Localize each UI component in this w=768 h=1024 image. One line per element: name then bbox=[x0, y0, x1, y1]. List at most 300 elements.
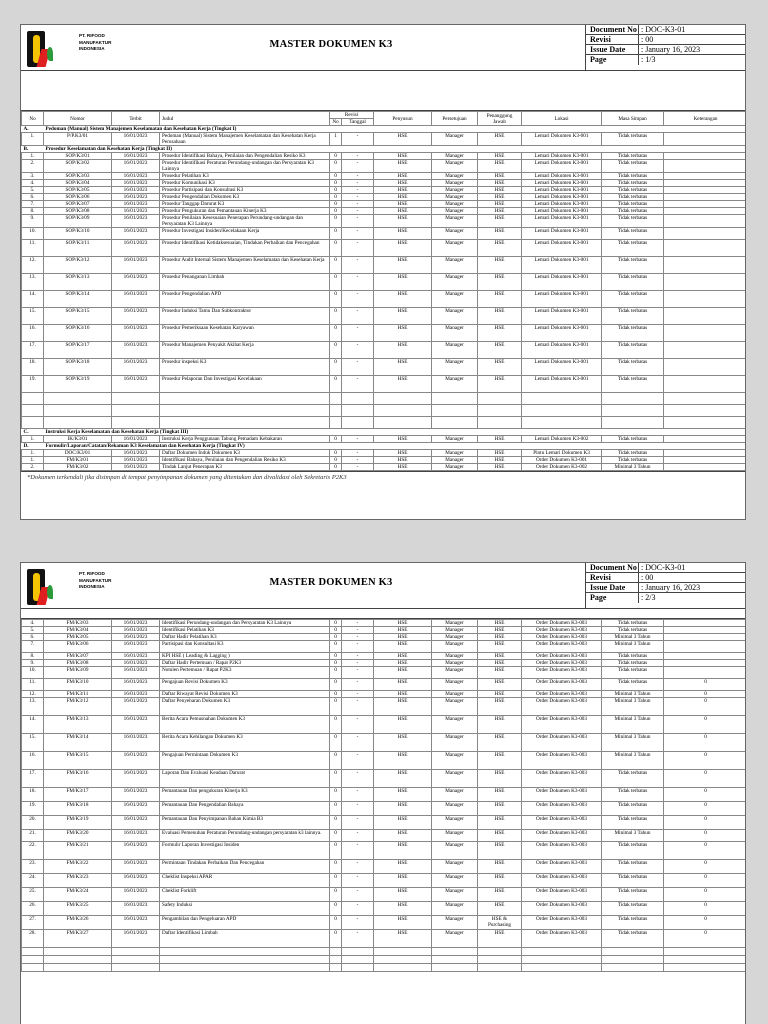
cell-persetujuan: Manager bbox=[432, 916, 478, 930]
cell-terbit: 16/01/2023 bbox=[112, 359, 160, 376]
cell-penyusun: HSE bbox=[374, 653, 432, 660]
table-row bbox=[22, 376, 747, 393]
cell-terbit: 16/01/2023 bbox=[112, 257, 160, 274]
cell-nomor: FM/K3/19 bbox=[44, 816, 112, 830]
cell-penyusun: HSE bbox=[374, 201, 432, 208]
cell-rev-tanggal: - bbox=[342, 620, 374, 627]
cell-rev-tanggal: - bbox=[342, 679, 374, 691]
table-row bbox=[22, 201, 747, 208]
cell-rev-no: 0 bbox=[330, 201, 342, 208]
cell-judul: Pemantauan Dan Pengendalian Bahaya bbox=[160, 802, 330, 816]
cell-keterangan bbox=[664, 291, 746, 308]
cell-keterangan: 0 bbox=[664, 888, 747, 902]
document-title: MASTER DOKUMEN K3 bbox=[269, 39, 393, 50]
col-revisi-tanggal: Tanggal bbox=[342, 119, 374, 126]
cell-keterangan bbox=[664, 457, 746, 464]
cell-judul: Laporan Dan Evaluasi Keadaan Darurat bbox=[160, 770, 330, 788]
meta-rev-label: Revisi bbox=[586, 35, 639, 44]
cell-rev-no: 0 bbox=[330, 752, 342, 770]
meta-date-label: Issue Date bbox=[586, 45, 639, 54]
cell-no: 13. bbox=[22, 274, 44, 291]
table-row bbox=[22, 274, 747, 291]
cell-nomor: DOC/K3/01 bbox=[44, 450, 112, 457]
cell-judul: Prosedur Manajemen Penyakit Akibat Kerja bbox=[160, 342, 330, 359]
cell-masa-simpan: Tidak terbatas bbox=[602, 257, 664, 274]
section-code: B. bbox=[22, 146, 44, 153]
cell-keterangan bbox=[664, 620, 747, 627]
cell-nomor: SOP/K3/09 bbox=[44, 215, 112, 228]
cell-no: 17. bbox=[22, 342, 44, 359]
cell-keterangan: 0 bbox=[664, 770, 747, 788]
cell-rev-tanggal: - bbox=[342, 860, 374, 874]
cell-rev-tanggal: - bbox=[342, 667, 374, 679]
cell-keterangan bbox=[664, 133, 746, 146]
cell-judul: Daftar Riwayat Revisi Dokumen K3 bbox=[160, 691, 330, 698]
cell-lokasi: Order Dokumen K3-003 bbox=[522, 691, 602, 698]
cell-nomor: FM/K3/26 bbox=[44, 916, 112, 930]
cell-persetujuan: Manager bbox=[432, 228, 478, 240]
cell-judul: Identifikasi Perundang-undangan dan Persyaratan K3 Lainnya bbox=[160, 620, 330, 627]
col-nomor: Nomor bbox=[44, 112, 112, 126]
cell-rev-no: 0 bbox=[330, 679, 342, 691]
cell-terbit: 16/01/2023 bbox=[112, 274, 160, 291]
cell-penanggung-jawab: HSE bbox=[478, 359, 522, 376]
cell-lokasi: Order Dokumen K3-003 bbox=[522, 627, 602, 634]
cell-lokasi: Lemari Dokumen K3-001 bbox=[522, 359, 602, 376]
cell-lokasi: Order Dokumen K3-003 bbox=[522, 634, 602, 641]
cell-judul: Berita Acara Kehilangan Dokumen K3 bbox=[160, 734, 330, 752]
cell-persetujuan: Manager bbox=[432, 342, 478, 359]
cell-keterangan bbox=[664, 450, 746, 457]
cell-terbit: 16/01/2023 bbox=[112, 653, 160, 660]
table-row bbox=[22, 620, 747, 627]
cell-masa-simpan: Tidak terbatas bbox=[602, 215, 664, 228]
cell-persetujuan: Manager bbox=[432, 627, 478, 634]
section-code: A. bbox=[22, 126, 44, 133]
cell-terbit: 16/01/2023 bbox=[112, 620, 160, 627]
cell-rev-tanggal: - bbox=[342, 308, 374, 325]
cell-terbit: 16/01/2023 bbox=[112, 291, 160, 308]
cell-no: 11. bbox=[22, 240, 44, 257]
cell-lokasi: Lemari Dokumen K3-001 bbox=[522, 187, 602, 194]
cell-rev-no: 0 bbox=[330, 888, 342, 902]
cell-no: 8. bbox=[22, 653, 44, 660]
cell-penanggung-jawab: HSE bbox=[478, 816, 522, 830]
cell-judul: Daftar Hadir Pertemuan / Rapat P2K3 bbox=[160, 660, 330, 667]
cell-terbit: 16/01/2023 bbox=[112, 450, 160, 457]
cell-no: 14. bbox=[22, 716, 44, 734]
cell-persetujuan: Manager bbox=[432, 153, 478, 160]
cell-no: 24. bbox=[22, 874, 44, 888]
cell-rev-tanggal: - bbox=[342, 734, 374, 752]
cell-penyusun: HSE bbox=[374, 342, 432, 359]
cell-penyusun: HSE bbox=[374, 816, 432, 830]
cell-rev-tanggal: - bbox=[342, 457, 374, 464]
cell-keterangan: 0 bbox=[664, 860, 747, 874]
cell-keterangan bbox=[664, 153, 746, 160]
cell-penanggung-jawab: HSE bbox=[478, 257, 522, 274]
cell-penyusun: HSE bbox=[374, 770, 432, 788]
cell-penanggung-jawab: HSE bbox=[478, 201, 522, 208]
cell-penanggung-jawab: HSE bbox=[478, 770, 522, 788]
cell-persetujuan: Manager bbox=[432, 291, 478, 308]
cell-lokasi: Lemari Dokumen K3-001 bbox=[522, 201, 602, 208]
cell-rev-tanggal: - bbox=[342, 888, 374, 902]
cell-judul: Pengambilan dan Pengeluaran APD bbox=[160, 916, 330, 930]
cell-masa-simpan: Minimal 3 Tahun bbox=[602, 691, 664, 698]
cell-masa-simpan: Minimal 3 Tahun bbox=[602, 698, 664, 716]
cell-terbit: 16/01/2023 bbox=[112, 194, 160, 201]
cell-judul: Prosedur Penanganan Limbah bbox=[160, 274, 330, 291]
cell-masa-simpan: Tidak terbatas bbox=[602, 667, 664, 679]
cell-terbit: 16/01/2023 bbox=[112, 788, 160, 802]
cell-terbit: 16/01/2023 bbox=[112, 842, 160, 860]
cell-rev-no: 0 bbox=[330, 436, 342, 443]
cell-no: 1. bbox=[22, 133, 44, 146]
col-lokasi: Lokasi bbox=[522, 112, 602, 126]
cell-masa-simpan: Minimal 3 Tahun bbox=[602, 634, 664, 641]
cell-masa-simpan: Tidak terbatas bbox=[602, 201, 664, 208]
cell-penanggung-jawab: HSE & Purchasing bbox=[478, 916, 522, 930]
col-revisi: Revisi bbox=[330, 112, 374, 119]
table-row bbox=[22, 325, 747, 342]
cell-terbit: 16/01/2023 bbox=[112, 752, 160, 770]
cell-rev-tanggal: - bbox=[342, 641, 374, 653]
table-row bbox=[22, 902, 747, 916]
cell-masa-simpan: Tidak terbatas bbox=[602, 457, 664, 464]
cell-penyusun: HSE bbox=[374, 620, 432, 627]
document-page-1 bbox=[20, 24, 746, 520]
cell-nomor: P/P.K3/01 bbox=[44, 133, 112, 146]
cell-penyusun: HSE bbox=[374, 627, 432, 634]
cell-penyusun: HSE bbox=[374, 860, 432, 874]
cell-no: 1. bbox=[22, 457, 44, 464]
cell-penyusun: HSE bbox=[374, 888, 432, 902]
table-row bbox=[22, 187, 747, 194]
cell-rev-tanggal: - bbox=[342, 698, 374, 716]
cell-no: 5. bbox=[22, 187, 44, 194]
cell-rev-tanggal: - bbox=[342, 376, 374, 393]
document-meta bbox=[585, 25, 745, 70]
cell-no: 14. bbox=[22, 291, 44, 308]
cell-rev-no: 0 bbox=[330, 788, 342, 802]
cell-rev-no: 0 bbox=[330, 842, 342, 860]
cell-persetujuan: Manager bbox=[432, 240, 478, 257]
cell-lokasi: Lemari Dokumen K3-001 bbox=[522, 194, 602, 201]
cell-rev-no: 0 bbox=[330, 860, 342, 874]
cell-rev-tanggal: - bbox=[342, 627, 374, 634]
cell-no: 10. bbox=[22, 228, 44, 240]
cell-persetujuan: Manager bbox=[432, 620, 478, 627]
cell-masa-simpan: Tidak terbatas bbox=[602, 916, 664, 930]
cell-no: 28. bbox=[22, 930, 44, 948]
cell-rev-no: 0 bbox=[330, 667, 342, 679]
cell-rev-tanggal: - bbox=[342, 257, 374, 274]
cell-judul: Instruksi Kerja Penggunaan Tabung Pemadam Kebakaran bbox=[160, 436, 330, 443]
cell-penyusun: HSE bbox=[374, 240, 432, 257]
cell-rev-no: 0 bbox=[330, 457, 342, 464]
cell-penanggung-jawab: HSE bbox=[478, 160, 522, 173]
cell-masa-simpan: Tidak terbatas bbox=[602, 274, 664, 291]
col-terbit: Terbit bbox=[112, 112, 160, 126]
cell-rev-tanggal: - bbox=[342, 716, 374, 734]
cell-no: 17. bbox=[22, 770, 44, 788]
cell-lokasi: Lemari Dokumen K3-001 bbox=[522, 153, 602, 160]
cell-rev-no: 0 bbox=[330, 874, 342, 888]
cell-masa-simpan: Tidak terbatas bbox=[602, 874, 664, 888]
cell-penyusun: HSE bbox=[374, 667, 432, 679]
company-logo bbox=[27, 31, 71, 67]
cell-terbit: 16/01/2023 bbox=[112, 133, 160, 146]
cell-masa-simpan: Minimal 3 Tahun bbox=[602, 752, 664, 770]
empty-row bbox=[22, 948, 747, 956]
cell-terbit: 16/01/2023 bbox=[112, 173, 160, 180]
cell-rev-no: 0 bbox=[330, 653, 342, 660]
cell-penanggung-jawab: HSE bbox=[478, 376, 522, 393]
cell-rev-no: 0 bbox=[330, 802, 342, 816]
cell-lokasi: Order Dokumen K3-003 bbox=[522, 641, 602, 653]
footnote: *Dokumen terkendali jika disimpan di tempat penyimpanan dokumen yang ditentukan dan divalidasi oleh Sekretaris P2K3 bbox=[21, 471, 745, 483]
cell-lokasi: Order Dokumen K3-003 bbox=[522, 770, 602, 788]
cell-penyusun: HSE bbox=[374, 752, 432, 770]
cell-no: 2. bbox=[22, 464, 44, 471]
cell-nomor: FM/K3/21 bbox=[44, 842, 112, 860]
col-masa-simpan: Masa Simpan bbox=[602, 112, 664, 126]
cell-lokasi: Lemari Dokumen K3-001 bbox=[522, 160, 602, 173]
cell-no: 2. bbox=[22, 160, 44, 173]
cell-persetujuan: Manager bbox=[432, 653, 478, 660]
cell-lokasi: Order Dokumen K3-003 bbox=[522, 916, 602, 930]
meta-doc-value: : DOC-K3-01 bbox=[641, 563, 686, 572]
meta-date-value: : January 16, 2023 bbox=[641, 583, 701, 592]
cell-terbit: 16/01/2023 bbox=[112, 660, 160, 667]
cell-nomor: SOP/K3/19 bbox=[44, 376, 112, 393]
cell-no: 1. bbox=[22, 450, 44, 457]
cell-keterangan: 0 bbox=[664, 698, 747, 716]
table-row bbox=[22, 770, 747, 788]
cell-rev-tanggal: - bbox=[342, 802, 374, 816]
cell-lokasi: Order Dokumen K3-003 bbox=[522, 930, 602, 948]
table-row bbox=[22, 436, 747, 443]
table-row bbox=[22, 842, 747, 860]
cell-no: 27. bbox=[22, 916, 44, 930]
cell-judul: Pedoman (Manual) Sistem Manajemen Keselamatan dan Kesehatan Kerja Perusahaan bbox=[160, 133, 330, 146]
cell-judul: Prosedur Komunikasi K3 bbox=[160, 180, 330, 187]
cell-masa-simpan: Tidak terbatas bbox=[602, 187, 664, 194]
cell-masa-simpan: Minimal 3 Tahun bbox=[602, 830, 664, 842]
cell-persetujuan: Manager bbox=[432, 860, 478, 874]
cell-penanggung-jawab: HSE bbox=[478, 228, 522, 240]
cell-rev-no: 0 bbox=[330, 160, 342, 173]
cell-keterangan bbox=[664, 436, 746, 443]
cell-penanggung-jawab: HSE bbox=[478, 450, 522, 457]
cell-penyusun: HSE bbox=[374, 634, 432, 641]
cell-lokasi: Order Dokumen K3-003 bbox=[522, 860, 602, 874]
table-row bbox=[22, 133, 747, 146]
cell-masa-simpan: Tidak terbatas bbox=[602, 660, 664, 667]
cell-lokasi: Order Dokumen K3-003 bbox=[522, 888, 602, 902]
empty-row bbox=[22, 956, 747, 964]
cell-judul: Prosedur Pengukuran dan Pemantauan Kinerja K3 bbox=[160, 208, 330, 215]
cell-penanggung-jawab: HSE bbox=[478, 133, 522, 146]
cell-no: 9. bbox=[22, 660, 44, 667]
cell-rev-tanggal: - bbox=[342, 228, 374, 240]
col-no: No bbox=[22, 112, 44, 126]
cell-penyusun: HSE bbox=[374, 160, 432, 173]
cell-rev-no: 0 bbox=[330, 291, 342, 308]
cell-nomor: FM/K3/20 bbox=[44, 830, 112, 842]
cell-no: 8. bbox=[22, 208, 44, 215]
cell-terbit: 16/01/2023 bbox=[112, 679, 160, 691]
cell-judul: Pengajuan Revisi Dokumen K3 bbox=[160, 679, 330, 691]
cell-masa-simpan: Tidak terbatas bbox=[602, 627, 664, 634]
cell-nomor: FM/K3/07 bbox=[44, 653, 112, 660]
cell-nomor: FM/K3/25 bbox=[44, 902, 112, 916]
cell-keterangan: 0 bbox=[664, 830, 747, 842]
cell-masa-simpan: Tidak terbatas bbox=[602, 816, 664, 830]
cell-rev-tanggal: - bbox=[342, 842, 374, 860]
cell-persetujuan: Manager bbox=[432, 816, 478, 830]
cell-penyusun: HSE bbox=[374, 802, 432, 816]
cell-rev-no: 0 bbox=[330, 641, 342, 653]
cell-terbit: 16/01/2023 bbox=[112, 698, 160, 716]
cell-judul: Prosedur Investigasi Insiden/Kecelakaan Kerja bbox=[160, 228, 330, 240]
cell-nomor: SOP/K3/01 bbox=[44, 153, 112, 160]
cell-nomor: FM/K3/01 bbox=[44, 457, 112, 464]
cell-rev-tanggal: - bbox=[342, 653, 374, 660]
master-document-table-continued bbox=[21, 619, 746, 972]
cell-penyusun: HSE bbox=[374, 215, 432, 228]
cell-rev-no: 0 bbox=[330, 228, 342, 240]
cell-penanggung-jawab: HSE bbox=[478, 215, 522, 228]
table-row bbox=[22, 634, 747, 641]
cell-terbit: 16/01/2023 bbox=[112, 308, 160, 325]
table-row bbox=[22, 194, 747, 201]
cell-judul: Identifikasi Pelatihan K3 bbox=[160, 627, 330, 634]
cell-nomor: FM/K3/06 bbox=[44, 641, 112, 653]
cell-rev-tanggal: - bbox=[342, 691, 374, 698]
cell-lokasi: Lemari Dokumen K3-001 bbox=[522, 257, 602, 274]
cell-penanggung-jawab: HSE bbox=[478, 888, 522, 902]
cell-masa-simpan: Tidak terbatas bbox=[602, 291, 664, 308]
cell-terbit: 16/01/2023 bbox=[112, 464, 160, 471]
cell-penanggung-jawab: HSE bbox=[478, 620, 522, 627]
cell-rev-no: 0 bbox=[330, 627, 342, 634]
section-header-row bbox=[22, 126, 747, 133]
cell-persetujuan: Manager bbox=[432, 257, 478, 274]
cell-persetujuan: Manager bbox=[432, 180, 478, 187]
cell-keterangan bbox=[664, 359, 746, 376]
meta-rev-value: : 00 bbox=[641, 573, 654, 582]
cell-lokasi: Lemari Dokumen K3-001 bbox=[522, 173, 602, 180]
cell-keterangan bbox=[664, 627, 747, 634]
cell-lokasi: Order Dokumen K3-003 bbox=[522, 734, 602, 752]
cell-no: 19. bbox=[22, 802, 44, 816]
cell-keterangan bbox=[664, 240, 746, 257]
cell-masa-simpan: Tidak terbatas bbox=[602, 133, 664, 146]
cell-keterangan: 0 bbox=[664, 816, 747, 830]
cell-lokasi: Order Dokumen K3-003 bbox=[522, 802, 602, 816]
cell-judul: Prosedur Induksi Tamu Dan Subkontraktor bbox=[160, 308, 330, 325]
cell-judul: Daftar Penyebaran Dokumen K3 bbox=[160, 698, 330, 716]
section-code: C. bbox=[22, 429, 44, 436]
cell-no: 16. bbox=[22, 325, 44, 342]
cell-masa-simpan: Tidak terbatas bbox=[602, 888, 664, 902]
cell-masa-simpan: Minimal 3 Tahun bbox=[602, 464, 664, 471]
cell-penanggung-jawab: HSE bbox=[478, 208, 522, 215]
table-row bbox=[22, 180, 747, 187]
table-row bbox=[22, 464, 747, 471]
cell-masa-simpan: Tidak terbatas bbox=[602, 342, 664, 359]
table-row bbox=[22, 291, 747, 308]
meta-page-value: : 1/3 bbox=[641, 55, 656, 64]
cell-rev-no: 0 bbox=[330, 916, 342, 930]
cell-terbit: 16/01/2023 bbox=[112, 902, 160, 916]
cell-lokasi: Order Dokumen K3-003 bbox=[522, 667, 602, 679]
cell-terbit: 16/01/2023 bbox=[112, 734, 160, 752]
cell-penanggung-jawab: HSE bbox=[478, 802, 522, 816]
cell-terbit: 16/01/2023 bbox=[112, 930, 160, 948]
cell-terbit: 16/01/2023 bbox=[112, 457, 160, 464]
table-row bbox=[22, 173, 747, 180]
cell-rev-no: 0 bbox=[330, 930, 342, 948]
cell-judul: Daftar Hadir Pelatihan K3 bbox=[160, 634, 330, 641]
table-row bbox=[22, 802, 747, 816]
cell-lokasi: Order Dokumen K3-003 bbox=[522, 660, 602, 667]
cell-rev-no: 0 bbox=[330, 716, 342, 734]
meta-date-label: Issue Date bbox=[586, 583, 639, 592]
cell-rev-tanggal: - bbox=[342, 359, 374, 376]
cell-terbit: 16/01/2023 bbox=[112, 201, 160, 208]
cell-penanggung-jawab: HSE bbox=[478, 667, 522, 679]
cell-keterangan: 0 bbox=[664, 691, 747, 698]
cell-nomor: FM/K3/27 bbox=[44, 930, 112, 948]
table-row bbox=[22, 627, 747, 634]
cell-masa-simpan: Tidak terbatas bbox=[602, 240, 664, 257]
cell-lokasi: Lemari Dokumen K3-001 bbox=[522, 325, 602, 342]
cell-no: 4. bbox=[22, 620, 44, 627]
table-row bbox=[22, 930, 747, 948]
cell-masa-simpan: Tidak terbatas bbox=[602, 788, 664, 802]
cell-rev-tanggal: - bbox=[342, 634, 374, 641]
cell-persetujuan: Manager bbox=[432, 842, 478, 860]
col-judul: Judul bbox=[160, 112, 330, 126]
cell-rev-no: 0 bbox=[330, 620, 342, 627]
cell-rev-no: 0 bbox=[330, 215, 342, 228]
cell-rev-no: 0 bbox=[330, 464, 342, 471]
cell-penanggung-jawab: HSE bbox=[478, 660, 522, 667]
section-title: Prosedur Keselamatan dan Kesehatan Kerja (Tingkat II) bbox=[44, 146, 747, 153]
table-row bbox=[22, 308, 747, 325]
cell-persetujuan: Manager bbox=[432, 194, 478, 201]
cell-persetujuan: Manager bbox=[432, 902, 478, 916]
cell-rev-tanggal: - bbox=[342, 660, 374, 667]
cell-penyusun: HSE bbox=[374, 734, 432, 752]
cell-persetujuan: Manager bbox=[432, 716, 478, 734]
cell-judul: Partisipasi dan Konsultasi K3 bbox=[160, 641, 330, 653]
cell-keterangan bbox=[664, 173, 746, 180]
document-page-2 bbox=[20, 562, 746, 1024]
cell-no: 4. bbox=[22, 180, 44, 187]
cell-keterangan bbox=[664, 308, 746, 325]
cell-no: 15. bbox=[22, 308, 44, 325]
cell-keterangan: 0 bbox=[664, 802, 747, 816]
cell-nomor: SOP/K3/08 bbox=[44, 208, 112, 215]
cell-persetujuan: Manager bbox=[432, 450, 478, 457]
cell-persetujuan: Manager bbox=[432, 667, 478, 679]
cell-keterangan bbox=[664, 160, 746, 173]
cell-nomor: FM/K3/08 bbox=[44, 660, 112, 667]
